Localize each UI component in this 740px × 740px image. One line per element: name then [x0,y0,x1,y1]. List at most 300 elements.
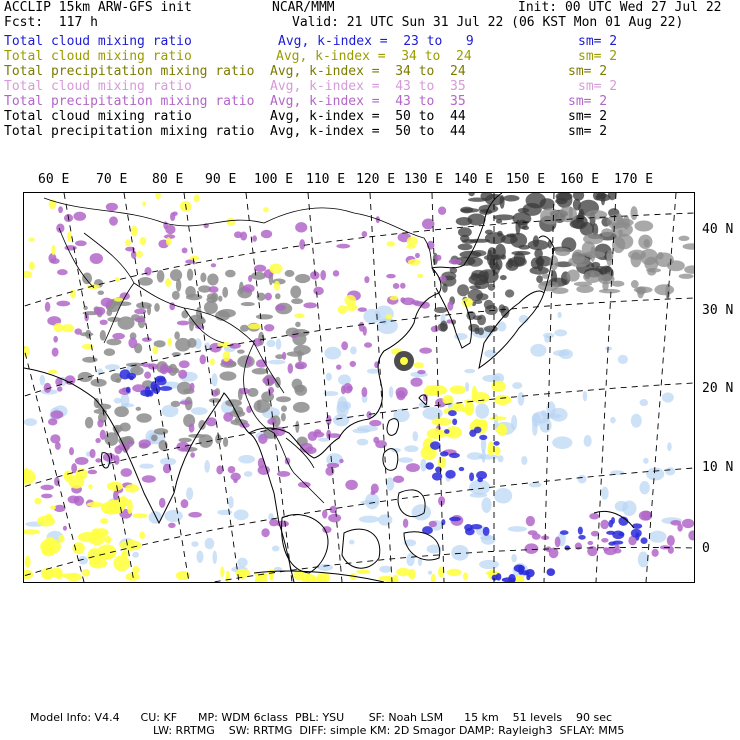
yellow-cloud-blob [386,241,394,247]
purple-precip-blob [159,498,166,508]
purple-precip-blob [295,361,307,369]
purple-precip-blob [190,383,195,391]
dark-cloud-blob [471,250,486,256]
dark-cloud-blob [536,275,543,283]
gray-cloud-blob [679,274,694,279]
purple-precip-blob [208,286,218,293]
purple-precip-blob [142,475,156,483]
gray-cloud-blob [646,268,661,273]
dark-cloud-blob [522,203,541,216]
purple-precip-blob [667,535,675,546]
lightblue-cloud-blob [412,431,418,441]
lightblue-cloud-blob [544,335,550,343]
gray-cloud-blob [576,285,593,293]
gray-cloud-blob [78,372,93,382]
longitude-label: 80 E [152,172,184,187]
purple-precip-blob [94,307,105,316]
lightblue-cloud-blob [605,347,612,351]
purple-precip-blob [435,255,441,261]
purple-precip-blob [341,341,348,350]
lightblue-cloud-blob [349,540,354,545]
yellow-cloud-blob [495,428,504,432]
dark-cloud-blob [522,226,529,230]
yellow-cloud-blob [408,259,421,265]
gray-cloud-blob [601,228,612,237]
lightblue-cloud-blob [266,340,275,348]
dark-cloud-blob [485,232,506,244]
longitude-label: 170 E [614,172,654,187]
blue-cloud-blob [492,575,498,581]
lightblue-cloud-blob [498,455,504,462]
yellow-cloud-blob [464,402,474,416]
legend-label: Total precipitation mixing ratio [4,94,255,109]
yellow-cloud-blob [432,418,452,426]
yellow-cloud-blob [155,193,160,200]
lightblue-cloud-blob [553,350,569,356]
lightblue-cloud-blob [478,454,498,459]
purple-precip-blob [339,459,343,463]
legend-kindex: Avg, k-index = 34 to 24 [270,64,466,79]
purple-precip-blob [677,524,682,532]
gray-cloud-blob [171,401,181,407]
gray-cloud-blob [82,272,92,284]
legend-kindex: Avg, k-index = 34 to 24 [276,49,472,64]
yellow-cloud-blob [136,251,143,258]
gray-cloud-blob [179,438,192,443]
yellow-cloud-blob [70,289,76,298]
gray-cloud-blob [678,236,689,241]
purple-precip-blob [415,253,420,258]
lightblue-cloud-blob [114,398,122,404]
yellow-cloud-blob [29,261,35,270]
gray-cloud-blob [247,388,258,397]
blue-cloud-blob [608,520,613,528]
lightblue-cloud-blob [191,407,208,415]
gray-cloud-blob [599,289,620,294]
yellow-cloud-blob [390,296,399,301]
yellow-cloud-blob [274,281,280,291]
purple-precip-blob [179,360,190,368]
yellow-cloud-blob [60,573,76,578]
purple-precip-blob [106,203,118,211]
gray-cloud-blob [256,314,273,319]
gray-cloud-blob [290,285,301,298]
lightblue-cloud-blob [357,439,369,446]
latitude-label: 20 N [702,381,734,396]
purple-precip-blob [320,270,326,280]
yellow-cloud-blob [40,539,61,555]
purple-precip-blob [53,336,58,343]
purple-precip-blob [429,521,437,527]
purple-precip-blob [200,355,207,365]
yellow-cloud-blob [48,370,58,374]
longitude-label: 110 E [306,172,346,187]
purple-precip-blob [682,519,694,528]
gray-cloud-blob [225,270,236,278]
purple-precip-blob [688,530,694,540]
blue-cloud-blob [449,453,460,458]
lightblue-cloud-blob [228,496,234,508]
lightblue-cloud-blob [211,373,217,386]
gray-cloud-blob [583,234,604,245]
lightblue-cloud-blob [484,350,497,358]
purple-precip-blob [95,438,101,443]
longitude-label: 150 E [506,172,546,187]
dark-cloud-blob [460,207,473,214]
yellow-cloud-blob [152,346,158,354]
dark-cloud-blob [442,284,448,293]
gray-cloud-blob [138,277,153,286]
purple-precip-blob [288,363,293,373]
purple-precip-blob [403,519,408,528]
lightblue-cloud-blob [646,468,664,481]
lightblue-cloud-blob [554,329,567,336]
purple-precip-blob [100,320,108,325]
yellow-cloud-blob [471,392,489,403]
purple-precip-blob [275,304,285,310]
yellow-cloud-blob [133,513,148,518]
lightblue-cloud-blob [667,442,672,451]
dark-cloud-blob [500,275,507,280]
lightblue-cloud-blob [363,309,380,324]
lightblue-cloud-blob [197,551,204,563]
yellow-cloud-blob [51,245,55,256]
lightblue-cloud-blob [365,493,380,509]
lightblue-cloud-blob [404,445,418,452]
blue-cloud-blob [444,429,450,434]
blue-cloud-blob [426,462,434,469]
blue-cloud-blob [126,373,136,379]
purple-precip-blob [90,449,96,458]
blue-cloud-blob [445,470,455,479]
dark-cloud-blob [591,262,600,268]
gray-cloud-blob [251,272,266,280]
yellow-cloud-blob [490,416,506,420]
forecast-hour: Fcst: 117 h [4,15,98,30]
yellow-cloud-blob [104,536,111,543]
yellow-cloud-blob [438,457,447,468]
lightblue-cloud-blob [543,413,562,418]
purple-precip-blob [589,513,599,520]
gray-cloud-blob [567,269,580,281]
yellow-cloud-blob [64,470,73,481]
dark-cloud-blob [478,327,484,335]
coastlines [24,193,634,582]
yellow-cloud-blob [107,482,123,491]
purple-precip-blob [69,447,74,455]
lightblue-cloud-blob [389,386,394,398]
lightblue-cloud-blob [139,464,154,469]
gray-cloud-blob [195,318,206,325]
gray-cloud-blob [223,437,228,447]
lightblue-cloud-blob [428,570,432,574]
dark-cloud-blob [434,307,447,313]
lightblue-cloud-blob [276,339,282,350]
yellow-cloud-blob [41,568,54,580]
lightblue-cloud-blob [618,355,628,364]
yellow-cloud-blob [190,256,200,261]
yellow-cloud-blob [462,298,473,308]
blue-cloud-blob [477,478,483,483]
purple-precip-blob [121,468,132,477]
yellow-cloud-blob [24,271,32,278]
gray-cloud-blob [200,272,206,282]
dark-cloud-blob [493,214,515,220]
dark-cloud-blob [476,293,488,300]
blue-cloud-blob [140,390,152,397]
legend-kindex: Avg, k-index = 50 to 44 [270,109,466,124]
purple-precip-blob [74,328,82,334]
lightblue-cloud-blob [532,419,538,435]
purple-precip-blob [41,494,53,499]
blue-cloud-blob [483,527,490,536]
dark-cloud-blob [533,235,539,247]
lightblue-cloud-blob [272,546,280,552]
purple-precip-blob [234,231,242,238]
blue-cloud-blob [578,527,583,535]
purple-precip-blob [268,387,274,394]
purple-precip-blob [75,240,87,246]
purple-precip-blob [393,283,400,289]
yellow-cloud-blob [447,569,462,576]
latitude-label: 40 N [702,222,734,237]
purple-precip-blob [641,511,652,521]
gray-cloud-blob [295,274,310,283]
dark-cloud-blob [438,323,448,332]
gray-cloud-blob [85,417,93,429]
yellow-cloud-blob [165,278,171,287]
yellow-cloud-blob [450,385,466,394]
blue-cloud-blob [631,529,642,538]
blue-cloud-blob [448,410,457,416]
lightblue-cloud-blob [359,516,379,523]
dark-cloud-blob [511,251,530,256]
lightblue-cloud-blob [610,417,616,424]
blue-cloud-blob [440,451,449,456]
purple-precip-blob [417,370,426,374]
gray-cloud-blob [257,400,262,410]
purple-precip-blob [101,298,113,307]
purple-precip-blob [298,482,311,488]
yellow-cloud-blob [427,385,447,395]
blue-cloud-blob [578,535,585,540]
purple-precip-blob [345,480,358,490]
purple-precip-blob [246,406,252,413]
yellow-cloud-blob [452,402,464,410]
blue-cloud-blob [493,441,499,446]
lightblue-cloud-blob [518,392,525,406]
yellow-cloud-blob [166,237,171,246]
yellow-cloud-blob [54,323,64,332]
legend-smoothing: sm= 2 [578,34,618,49]
lightblue-cloud-blob [639,481,649,494]
purple-precip-blob [144,372,151,379]
longitude-label: 100 E [254,172,294,187]
purple-precip-blob [181,499,189,508]
purple-precip-blob [299,239,305,250]
blue-cloud-blob [449,517,461,521]
yellow-cloud-blob [463,572,468,580]
lightblue-cloud-blob [622,501,636,517]
gray-cloud-blob [136,413,151,422]
gray-cloud-blob [219,371,236,380]
gray-cloud-blob [97,290,104,295]
lightblue-cloud-blob [398,457,413,463]
lightblue-cloud-blob [132,552,139,558]
yellow-cloud-blob [294,313,305,318]
gray-cloud-blob [126,363,144,367]
lightblue-cloud-blob [164,510,183,522]
legend-smoothing: sm= 2 [568,109,608,124]
purple-precip-blob [189,423,195,432]
blue-cloud-blob [430,441,441,450]
purple-precip-blob [613,548,621,553]
yellow-cloud-blob [24,469,36,485]
lightblue-cloud-blob [539,418,551,433]
purple-precip-blob [139,439,151,447]
gray-cloud-blob [569,206,573,219]
gray-cloud-blob [104,432,118,446]
lightblue-cloud-blob [406,553,414,566]
purple-precip-blob [182,248,188,254]
yellow-cloud-blob [356,570,370,574]
purple-precip-blob [308,431,318,441]
lightblue-cloud-blob [186,487,193,500]
purple-precip-blob [65,375,76,385]
dark-cloud-blob [519,245,530,250]
gray-cloud-blob [252,368,268,374]
purple-precip-blob [269,519,278,527]
purple-precip-blob [438,206,446,215]
lightblue-cloud-blob [475,403,489,418]
yellow-cloud-blob [121,550,128,558]
purple-precip-blob [48,418,57,425]
purple-precip-blob [170,212,175,221]
latitude-label: 10 N [702,460,734,475]
gray-cloud-blob [172,291,180,300]
title-left: ACCLIP 15km ARW-GFS init [4,0,192,15]
map-canvas [24,193,694,582]
lightblue-cloud-blob [584,435,592,447]
yellow-cloud-blob [220,566,224,577]
gray-cloud-blob [275,293,281,299]
legend-smoothing: sm= 2 [568,94,608,109]
lightblue-cloud-blob [237,558,247,568]
purple-precip-blob [587,541,593,545]
yellow-cloud-blob [61,324,74,332]
latitude-label: 30 N [702,303,734,318]
gray-cloud-blob [207,293,216,300]
purple-precip-blob [114,455,120,465]
blue-cloud-blob [612,540,623,544]
gray-cloud-blob [551,287,568,294]
gray-cloud-blob [634,221,653,232]
lightblue-cloud-blob [643,458,649,464]
valid-time: Valid: 21 UTC Sun 31 Jul 22 (06 KST Mon 01 Aug 22) [292,15,684,30]
yellow-cloud-blob [89,558,107,569]
purple-precip-blob [591,531,599,537]
purple-precip-blob [575,543,582,550]
purple-precip-blob [303,302,317,308]
gray-cloud-blob [154,428,168,435]
dark-cloud-blob [605,266,611,273]
gray-cloud-blob [618,229,623,235]
blue-cloud-blob [612,530,624,539]
gray-cloud-blob [151,434,158,441]
purple-precip-blob [223,412,233,422]
yellow-cloud-blob [113,555,130,571]
purple-precip-blob [40,485,53,491]
purple-precip-blob [95,458,101,462]
purple-precip-blob [248,275,252,282]
gray-cloud-blob [611,281,624,287]
yellow-cloud-blob [140,237,147,245]
lightblue-cloud-blob [511,554,517,562]
yellow-cloud-blob [58,535,64,543]
blue-cloud-blob [526,575,530,581]
purple-precip-blob [350,361,356,367]
dark-cloud-blob [467,214,485,226]
legend-kindex: Avg, k-index = 23 to 9 [278,34,474,49]
yellow-cloud-blob [407,236,418,246]
yellow-cloud-blob [34,498,41,504]
lightblue-cloud-blob [481,449,485,463]
purple-precip-blob [361,387,367,397]
longitude-label: 140 E [454,172,494,187]
dark-cloud-blob [501,254,506,259]
purple-precip-blob [176,442,189,452]
lightblue-cloud-blob [638,552,649,568]
blue-cloud-blob [547,568,556,576]
legend-kindex: Avg, k-index = 43 to 35 [270,79,466,94]
lightblue-cloud-blob [378,514,392,525]
purple-precip-blob [97,419,103,427]
blue-cloud-blob [469,472,474,481]
dark-cloud-blob [494,254,501,260]
lightblue-cloud-blob [234,510,249,521]
purple-precip-blob [57,269,68,275]
gray-cloud-blob [590,246,595,262]
gray-cloud-blob [235,417,241,424]
lightblue-cloud-blob [649,531,666,543]
dark-cloud-blob [468,193,474,196]
lightblue-cloud-blob [412,504,431,520]
lightblue-cloud-blob [244,471,253,477]
gray-cloud-blob [602,281,608,291]
yellow-cloud-blob [406,245,415,249]
purple-precip-blob [327,463,339,469]
yellow-cloud-blob [338,305,347,314]
gray-cloud-blob [293,402,310,413]
gray-cloud-blob [287,351,305,357]
purple-precip-blob [555,536,561,547]
purple-precip-blob [242,284,254,292]
gray-cloud-blob [294,385,305,393]
lightblue-cloud-blob [352,428,370,433]
yellow-cloud-blob [72,542,84,554]
purple-precip-blob [393,476,404,483]
purple-precip-blob [528,530,538,535]
latitude-label: 0 [702,541,710,556]
gray-cloud-blob [540,208,560,225]
yellow-cloud-blob [125,484,139,492]
gray-cloud-blob [114,406,129,417]
purple-precip-blob [178,370,187,379]
gray-cloud-blob [104,348,115,356]
blue-cloud-blob [156,377,167,385]
purple-precip-blob [359,322,365,332]
yellow-cloud-blob [344,295,356,306]
